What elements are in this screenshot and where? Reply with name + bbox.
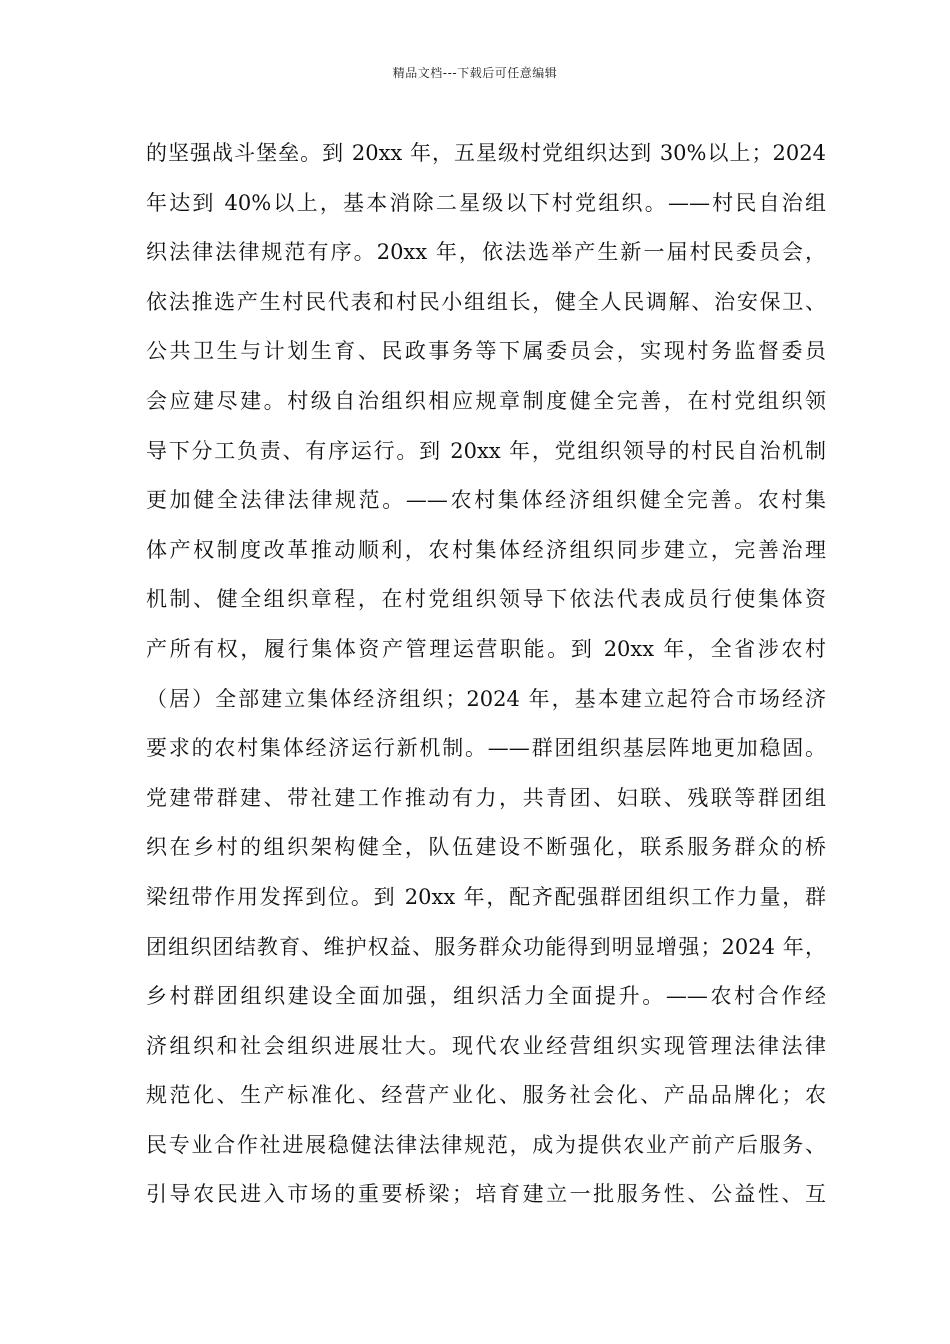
paragraph-line: 团组织团结教育、维护权益、服务群众功能得到明显增强；2024 年， (146, 934, 826, 959)
page-header: 精品文档---下载后可任意编辑 (392, 66, 558, 80)
paragraph-line: 济组织和社会组织进展壮大。现代农业经营组织实现管理法律法律 (146, 1033, 826, 1058)
paragraph-line: 会应建尽建。村级自治组织相应规章制度健全完善，在村党组织领 (146, 388, 826, 413)
paragraph-line: （居）全部建立集体经济组织；2024 年，基本建立起符合市场经济 (146, 686, 826, 711)
paragraph-line: 织法律法律规范有序。20xx 年，依法选举产生新一届村民委员会， (146, 240, 826, 265)
paragraph-line: 民专业合作社进展稳健法律法律规范，成为提供农业产前产后服务、 (146, 1132, 826, 1157)
paragraph-line: 更加健全法律法律规范。——农村集体经济组织健全完善。农村集 (146, 488, 826, 513)
paragraph-line: 规范化、生产标准化、经营产业化、服务社会化、产品品牌化；农 (146, 1083, 826, 1108)
paragraph-line: 依法推选产生村民代表和村民小组组长，健全人民调解、治安保卫、 (146, 289, 826, 314)
paragraph-line: 引导农民进入市场的重要桥梁；培育建立一批服务性、公益性、互 (146, 1182, 826, 1207)
paragraph-line: 公共卫生与计划生育、民政事务等下属委员会，实现村务监督委员 (146, 339, 826, 364)
paragraph-line: 党建带群建、带社建工作推动有力，共青团、妇联、残联等群团组 (146, 785, 826, 810)
paragraph-line: 梁纽带作用发挥到位。到 20xx 年，配齐配强群团组织工作力量，群 (146, 884, 826, 909)
paragraph-line: 年达到 40%以上，基本消除二星级以下村党组织。——村民自治组 (146, 190, 826, 215)
paragraph-line: 要求的农村集体经济运行新机制。——群团组织基层阵地更加稳固。 (146, 736, 826, 761)
paragraph-line: 机制、健全组织章程，在村党组织领导下依法代表成员行使集体资 (146, 587, 826, 612)
body-text (146, 129, 826, 1220)
paragraph-line: 导下分工负责、有序运行。到 20xx 年，党组织领导的村民自治机制 (146, 438, 826, 463)
paragraph-line: 乡村群团组织建设全面加强，组织活力全面提升。——农村合作经 (146, 984, 826, 1009)
paragraph-line: 的坚强战斗堡垒。到 20xx 年，五星级村党组织达到 30%以上；2024 (146, 141, 826, 165)
paragraph-line: 体产权制度改革推动顺利，农村集体经济组织同步建立，完善治理 (146, 537, 826, 562)
paragraph-line: 产所有权，履行集体资产管理运营职能。到 20xx 年，全省涉农村 (146, 636, 826, 661)
paragraph-line: 织在乡村的组织架构健全，队伍建设不断强化，联系服务群众的桥 (146, 835, 826, 860)
